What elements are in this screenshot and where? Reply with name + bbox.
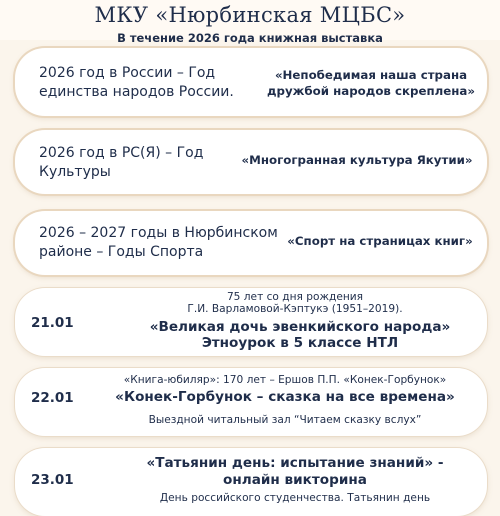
event-date: 23.01 (31, 472, 74, 488)
page-title: МКУ «Нюрбинская МЦБС» (94, 3, 406, 27)
event-title: онлайн викторина (223, 472, 367, 488)
exhibition-year-line: единства народов России. (39, 84, 234, 100)
page-subtitle: В течение 2026 года книжная выставка (117, 31, 383, 45)
event-title: «Конек-Горбунок – сказка на все времена» (115, 389, 455, 405)
event-title: «Татьянин день: испытание знаний» - (146, 455, 444, 471)
exhibition-title (283, 233, 477, 249)
exhibition-year-text (39, 144, 203, 182)
exhibition-year-text (39, 64, 234, 102)
event-note: Г.И. Варламовой-Кэптукэ (1951–2019). (187, 303, 403, 315)
exhibition-year-line: районе – Годы Спорта (39, 244, 204, 260)
event-detail: День российского студенчества. Татьянин день (159, 492, 431, 504)
event-note: 75 лет со дня рождения (226, 291, 364, 303)
event-date: 22.01 (31, 390, 74, 406)
exhibition-title-line: «Непобедимая наша страна (274, 68, 468, 82)
exhibition-year-line: 2026 – 2027 годы в Нюрбинском (39, 225, 278, 241)
event-card-2 (15, 368, 487, 436)
exhibition-year-line: 2026 год в России – Год (39, 65, 216, 81)
exhibition-title-line: «Спорт на страницах книг» (287, 234, 473, 248)
event-card-3 (15, 448, 487, 516)
exhibition-card-2 (15, 130, 487, 194)
exhibition-year-text (39, 224, 278, 262)
exhibition-title (265, 67, 477, 99)
event-title: «Великая дочь эвенкийского народа» (149, 319, 451, 335)
event-note: «Книга-юбиляр»: 170 лет – Ершов П.П. «Конек-Горбунок» (123, 374, 447, 386)
exhibition-card-1 (15, 48, 487, 116)
exhibition-title-line: дружбой народов скреплена» (267, 84, 475, 98)
event-detail: Выездной читальный зал “Читаем сказку вслух” (148, 414, 422, 426)
exhibition-year-line: 2026 год в РС(Я) – Год (39, 145, 204, 161)
exhibition-title (237, 152, 477, 168)
exhibition-year-line: Культуры (39, 164, 111, 180)
exhibition-title-line: «Многогранная культура Якутии» (241, 153, 473, 167)
event-card-1 (15, 288, 487, 356)
event-date: 21.01 (31, 315, 74, 331)
exhibition-card-3 (15, 211, 487, 275)
event-title: Этноурок в 5 классе НТЛ (201, 335, 399, 351)
